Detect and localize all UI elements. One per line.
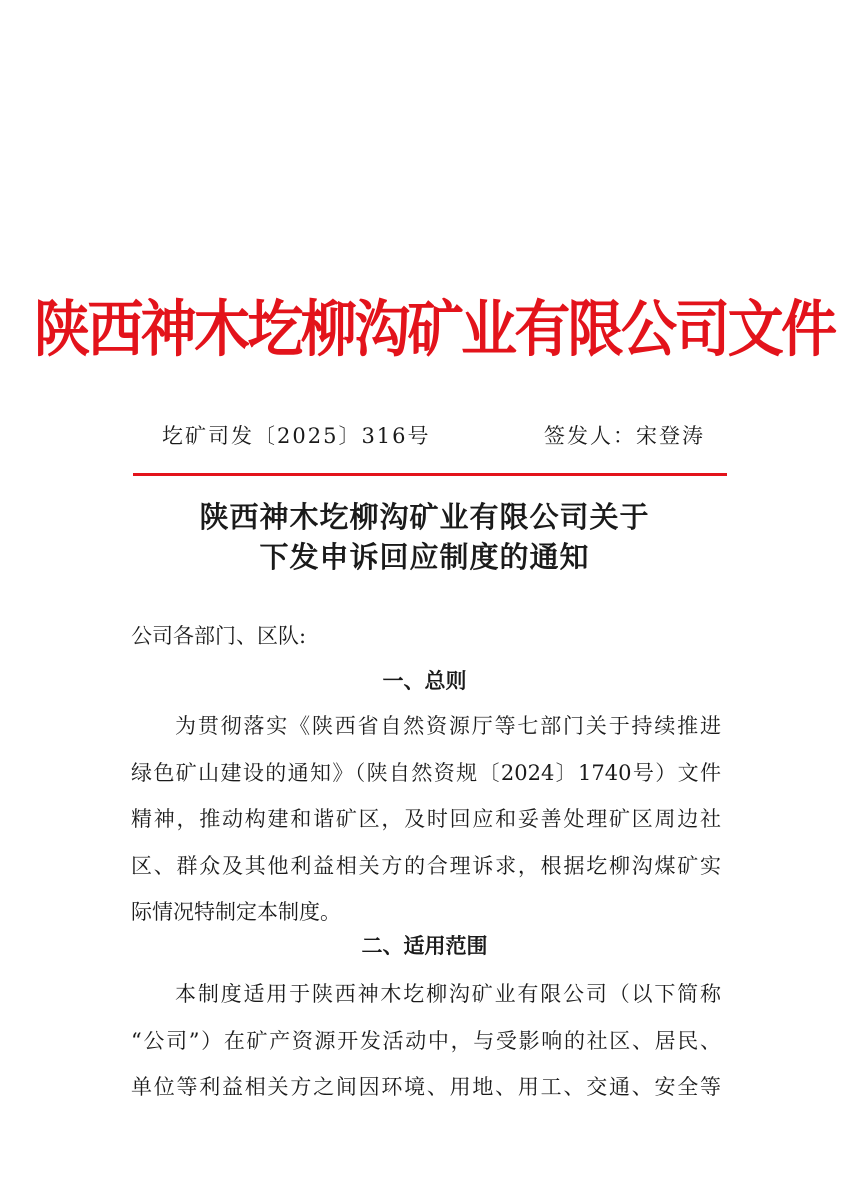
paragraph-line: 单位等利益相关方之间因环境、用地、用工、交通、安全等 xyxy=(131,1075,721,1099)
paragraph-line: 本制度适用于陕西神木圪柳沟矿业有限公司（以下简称 xyxy=(175,982,721,1006)
paragraph-line: 际情况特制定本制度。 xyxy=(131,900,341,924)
paragraph-line: 区、群众及其他利益相关方的合理诉求，根据圪柳沟煤矿实 xyxy=(131,853,721,878)
paragraph-line: 精神，推动构建和谐矿区，及时回应和妥善处理矿区周边社 xyxy=(131,807,721,831)
paragraph-line: “公司”）在矿产资源开发活动中，与受影响的社区、居民、 xyxy=(131,1028,721,1053)
document-number: 圪矿司发〔2025〕316号 xyxy=(162,424,431,448)
paragraph-general xyxy=(131,703,721,936)
masthead-title: 陕西神木圪柳沟矿业有限公司文件 xyxy=(33,294,835,365)
paragraph-line: 为贯彻落实《陕西省自然资源厅等七部门关于持续推进 xyxy=(175,714,721,738)
paragraph-scope xyxy=(131,971,721,1111)
title-line-2: 下发申诉回应制度的通知 xyxy=(259,540,590,574)
salutation: 公司各部门、区队: xyxy=(131,624,307,648)
red-divider xyxy=(133,473,727,476)
section-heading-scope: 二、适用范围 xyxy=(361,934,488,958)
paragraph-line: 绿色矿山建设的通知》（陕自然资规〔2024〕1740号）文件 xyxy=(131,760,721,785)
title-line-1: 陕西神木圪柳沟矿业有限公司关于 xyxy=(199,500,650,534)
issuer: 签发人：宋登涛 xyxy=(544,424,705,448)
document-title xyxy=(0,497,849,577)
section-heading-general: 一、总则 xyxy=(382,669,467,693)
